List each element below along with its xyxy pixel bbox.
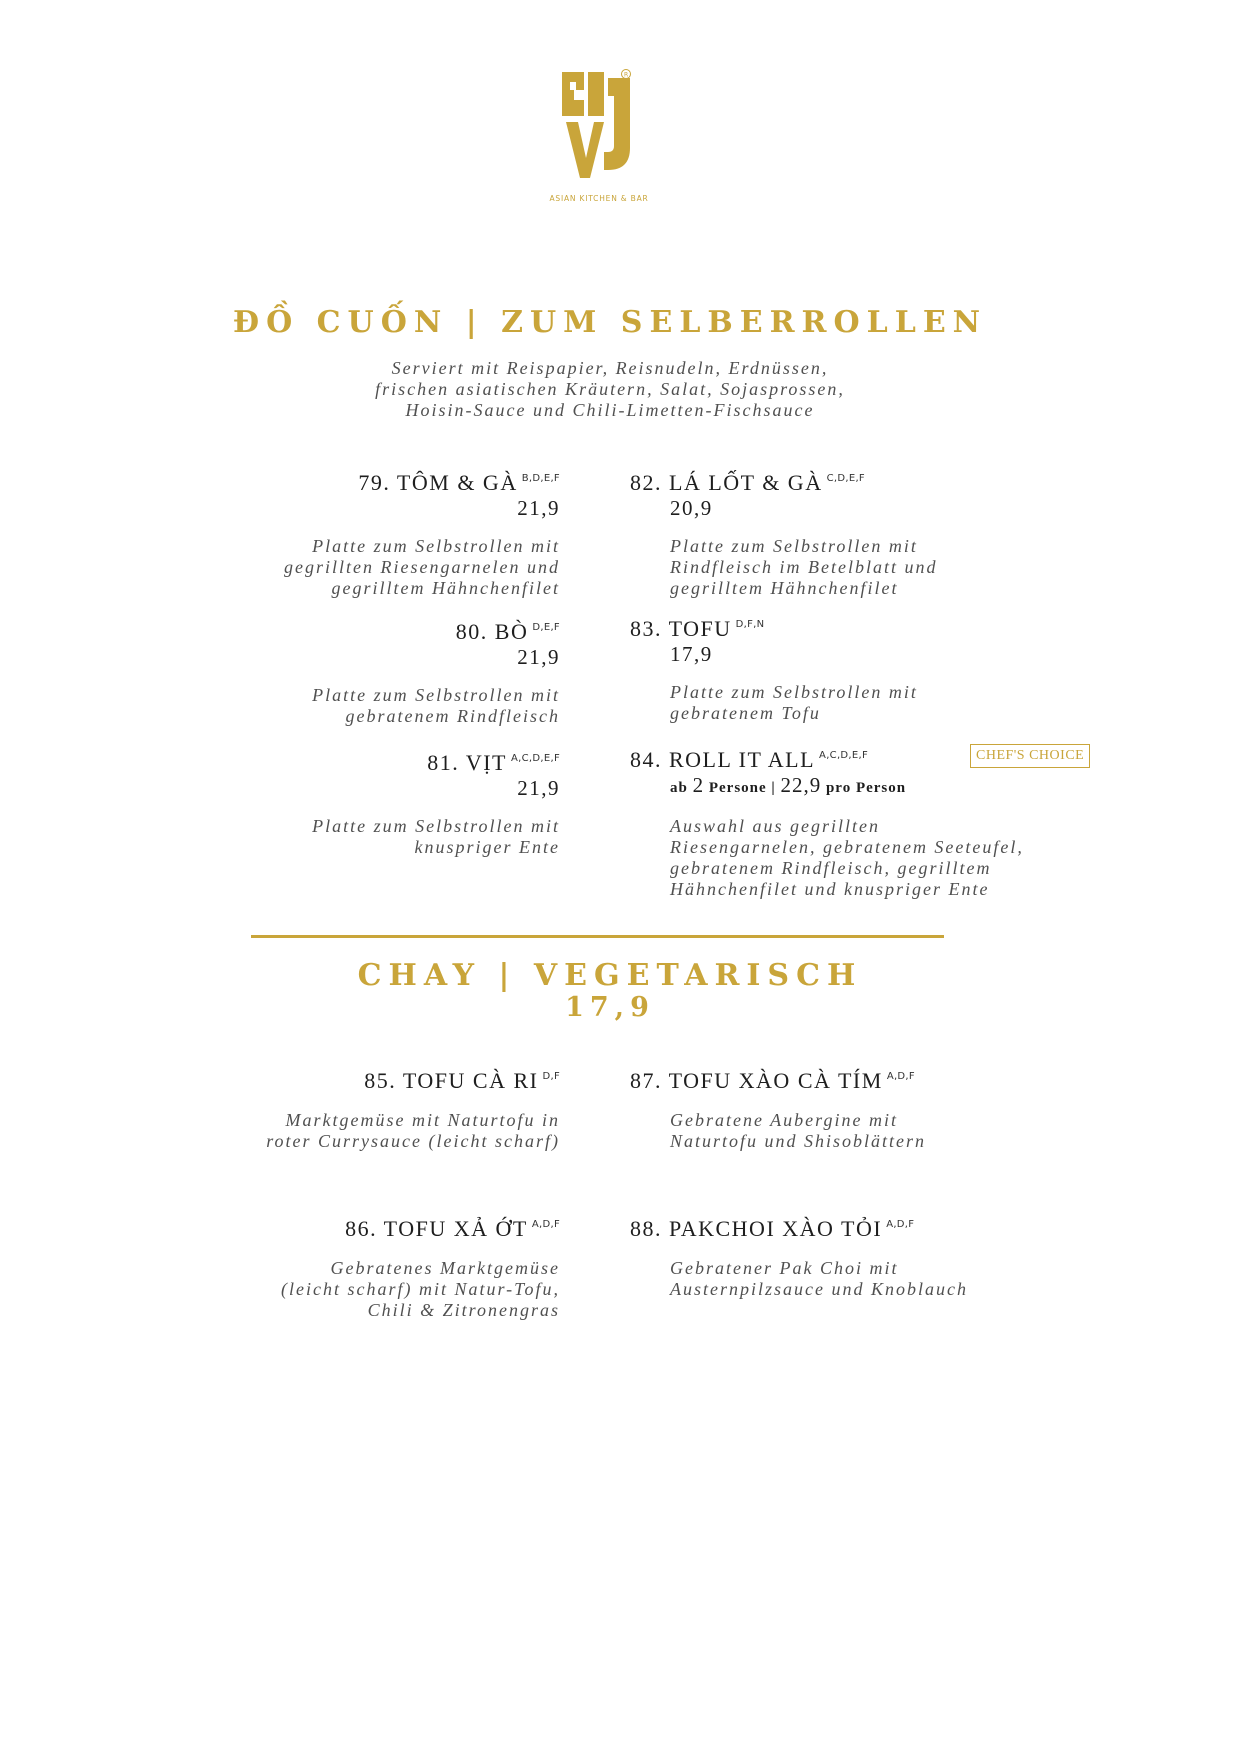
item-title: 86. TOFU XẢ ỚT $^{A,D,F}$ [345,1216,560,1241]
section-price: 17,9 [565,992,655,1023]
menu-item-88 [630,1212,1050,1300]
allergen-codes: B,D,E,F [521,473,560,484]
section-divider [251,935,944,938]
item-description: Gebratener Pak Choi mit Austernpilzsauce und Knoblauch [670,1258,968,1299]
item-title: 88. PAKCHOI XÀO TỎI $^{A,D,F}$ [630,1216,915,1241]
allergen-codes: A,D,F [886,1219,915,1230]
menu-item-86 [200,1212,560,1321]
item-price: 17,9 [670,642,713,666]
intro-line: Serviert mit Reispapier, Reisnudeln, Erdnüssen, [391,358,829,378]
intro-line: frischen asiatischen Kräutern, Salat, Sojasprossen, [375,379,845,399]
item-title: 87. TOFU XÀO CÀ TÍM $^{A,D,F}$ [630,1068,915,1093]
allergen-codes: A,D,F [531,1219,560,1230]
item-description: Platte zum Selbstrollen mit Rindfleisch im Betelblatt und gegrilltem Hähnchenfilet [670,536,938,598]
item-description: Platte zum Selbstrollen mit gegrillten Riesengarnelen und gegrilltem Hähnchenfilet [284,536,560,598]
item-description: Platte zum Selbstrollen mit gebratenem Tofu [670,682,918,723]
intro-line: Hoisin-Sauce und Chili-Limetten-Fischsauce [405,400,815,420]
section-intro [260,358,960,421]
item-title: 81. VỊT $^{A,C,D,E,F}$ [427,750,560,775]
item-title: 85. TOFU CÀ RI $^{D,F}$ [364,1068,560,1093]
brand-logo [560,68,634,180]
item-title: 80. BÒ $^{D,E,F}$ [455,619,560,644]
item-title: 82. LÁ LỐT & GÀ $^{C,D,E,F}$ [630,470,865,495]
item-description: Marktgemüse mit Naturtofu in roter Currysauce (leicht scharf) [266,1110,560,1151]
section-heading-rolls: ĐỒ CUỐN | ZUM SELBERROLLEN [232,305,988,340]
allergen-codes: D,F,N [735,619,765,630]
allergen-codes: A,C,D,E,F [510,753,560,764]
allergen-codes: A,C,D,E,F [819,750,869,761]
item-title: 83. TOFU $^{D,F,N}$ [630,616,765,641]
item-description: Platte zum Selbstrollen mit knuspriger Ente [312,816,560,857]
item-price: 20,9 [670,496,713,520]
brand-tagline: ASIAN KITCHEN & BAR [549,194,649,203]
item-price: 21,9 [517,645,560,669]
svg-text:R: R [624,71,629,79]
menu-item-87 [630,1064,1050,1152]
menu-item-82 [630,466,990,599]
menu-item-80 [200,615,560,727]
item-description: Platte zum Selbstrollen mit gebratenem Rindfleisch [312,685,560,726]
menu-item-83 [630,612,990,724]
item-description: Gebratenes Marktgemüse (leicht scharf) mit Natur-Tofu, Chili & Zitronengras [281,1258,560,1320]
section-heading-vegetarian: CHAY | VEGETARISCH [357,958,863,993]
allergen-codes: C,D,E,F [826,473,865,484]
item-description: Gebratene Aubergine mit Naturtofu und Shisoblättern [670,1110,927,1151]
item-price: 21,9 [517,496,560,520]
chefs-choice-badge: CHEF'S CHOICE [970,744,1090,768]
item-title: 79. TÔM & GÀ $^{B,D,E,F}$ [358,470,560,495]
menu-item-81 [200,746,560,858]
item-title: 84. ROLL IT ALL $^{A,C,D,E,F}$ [630,747,869,772]
allergen-codes: A,D,F [886,1071,915,1082]
item-price: 21,9 [517,776,560,800]
menu-item-85 [200,1064,560,1152]
item-price-per-person: ab 2 Persone | 22,9 pro Person [670,773,907,797]
menu-item-79 [200,466,560,599]
item-description: Auswahl aus gegrillten Riesengarnelen, gebratenem Seeteufel, gebratenem Rindfleisch, gegrilltem Hähnchenfilet und knuspriger Ente [670,816,1024,899]
allergen-codes: D,F [542,1071,560,1082]
allergen-codes: D,E,F [532,622,560,633]
